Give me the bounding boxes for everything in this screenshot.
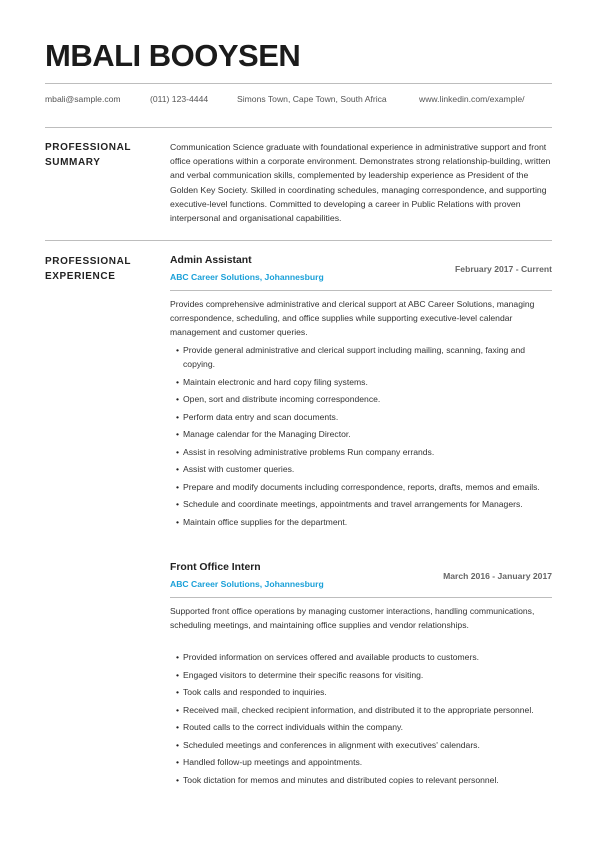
job-bullet: • Perform data entry and scan documents. [170,410,555,424]
candidate-name: MBALI BOOYSEN [45,38,301,73]
section-divider [45,127,552,128]
summary-section-title [45,140,131,170]
job-bullet: • Handled follow-up meetings and appointments. [170,755,555,769]
job-title: Front Office Intern [170,562,261,573]
summary-title-line2: SUMMARY [45,157,101,168]
job-bullet: • Received mail, checked recipient information, and distributed it to the appropriate personnel. [170,703,555,717]
job-bullet: • Took dictation for memos and minutes and distributed copies to relevant personnel. [170,773,555,787]
summary-text: Communication Science graduate with foundational experience in administrative support and front office operations within a corporate environment. Demonstrates strong relationship-building, written and verbal communication skills, complemented by leadership experience as President of the Golden Key Society. Skilled in coordinating schedules, managing correspondence, and supporting executive-level functions. Committed to developing a career in Public Relations with proven interpersonal and organisational capabilities. [170,142,551,224]
job-divider [170,290,552,291]
job-bullet: • Assist in resolving administrative problems Run company errands. [170,445,555,459]
job-bullet: • Prepare and modify documents including correspondence, reports, drafts, memos and emails. [170,480,555,494]
job-description: Provides comprehensive administrative and clerical support at ABC Career Solutions, managing correspondence, scheduling, and office supplies while supporting executive-level calendar management and customer queries. [170,299,535,338]
job-company: ABC Career Solutions, Johannesburg [170,272,324,282]
job-bullet: • Open, sort and distribute incoming correspondence. [170,392,555,406]
contact-email[interactable]: mbali@sample.com [45,94,121,104]
job-bullet: • Provide general administrative and clerical support including mailing, scanning, faxing and copying. [170,343,555,371]
header-divider [45,83,552,84]
summary-title-line1: PROFESSIONAL [45,142,132,153]
job-bullet: • Maintain electronic and hard copy filing systems. [170,375,555,389]
job-bullet-list [170,650,555,790]
experience-section-title [45,254,131,284]
job-bullet: • Routed calls to the correct individuals within the company. [170,720,555,734]
job-bullet: • Engaged visitors to determine their specific reasons for visiting. [170,668,555,682]
job-bullet-list [170,343,555,532]
job-bullet: • Took calls and responded to inquiries. [170,685,555,699]
job-divider [170,597,552,598]
contact-phone: (011) 123-4444 [150,94,209,104]
experience-title-line1: PROFESSIONAL [45,256,132,267]
job-dates: March 2016 - January 2017 [443,571,552,581]
job-bullet: • Schedule and coordinate meetings, appointments and travel arrangements for Managers. [170,497,555,511]
job-dates: February 2017 - Current [455,264,552,274]
job-bullet: • Manage calendar for the Managing Director. [170,427,555,441]
job-bullet: • Maintain office supplies for the department. [170,515,555,529]
section-divider [45,240,552,241]
job-bullet: • Assist with customer queries. [170,462,555,476]
experience-title-line2: EXPERIENCE [45,271,116,282]
job-title: Admin Assistant [170,255,252,266]
job-bullet: • Provided information on services offered and available products to customers. [170,650,555,664]
job-description: Supported front office operations by managing customer interactions, handling communications, scheduling meetings, and maintaining office supplies and vendor relationships. [170,606,535,631]
contact-linkedin[interactable]: www.linkedin.com/example/ [419,94,525,104]
contact-location: Simons Town, Cape Town, South Africa [237,94,387,104]
job-company: ABC Career Solutions, Johannesburg [170,579,324,589]
job-bullet: • Scheduled meetings and conferences in alignment with executives' calendars. [170,738,555,752]
